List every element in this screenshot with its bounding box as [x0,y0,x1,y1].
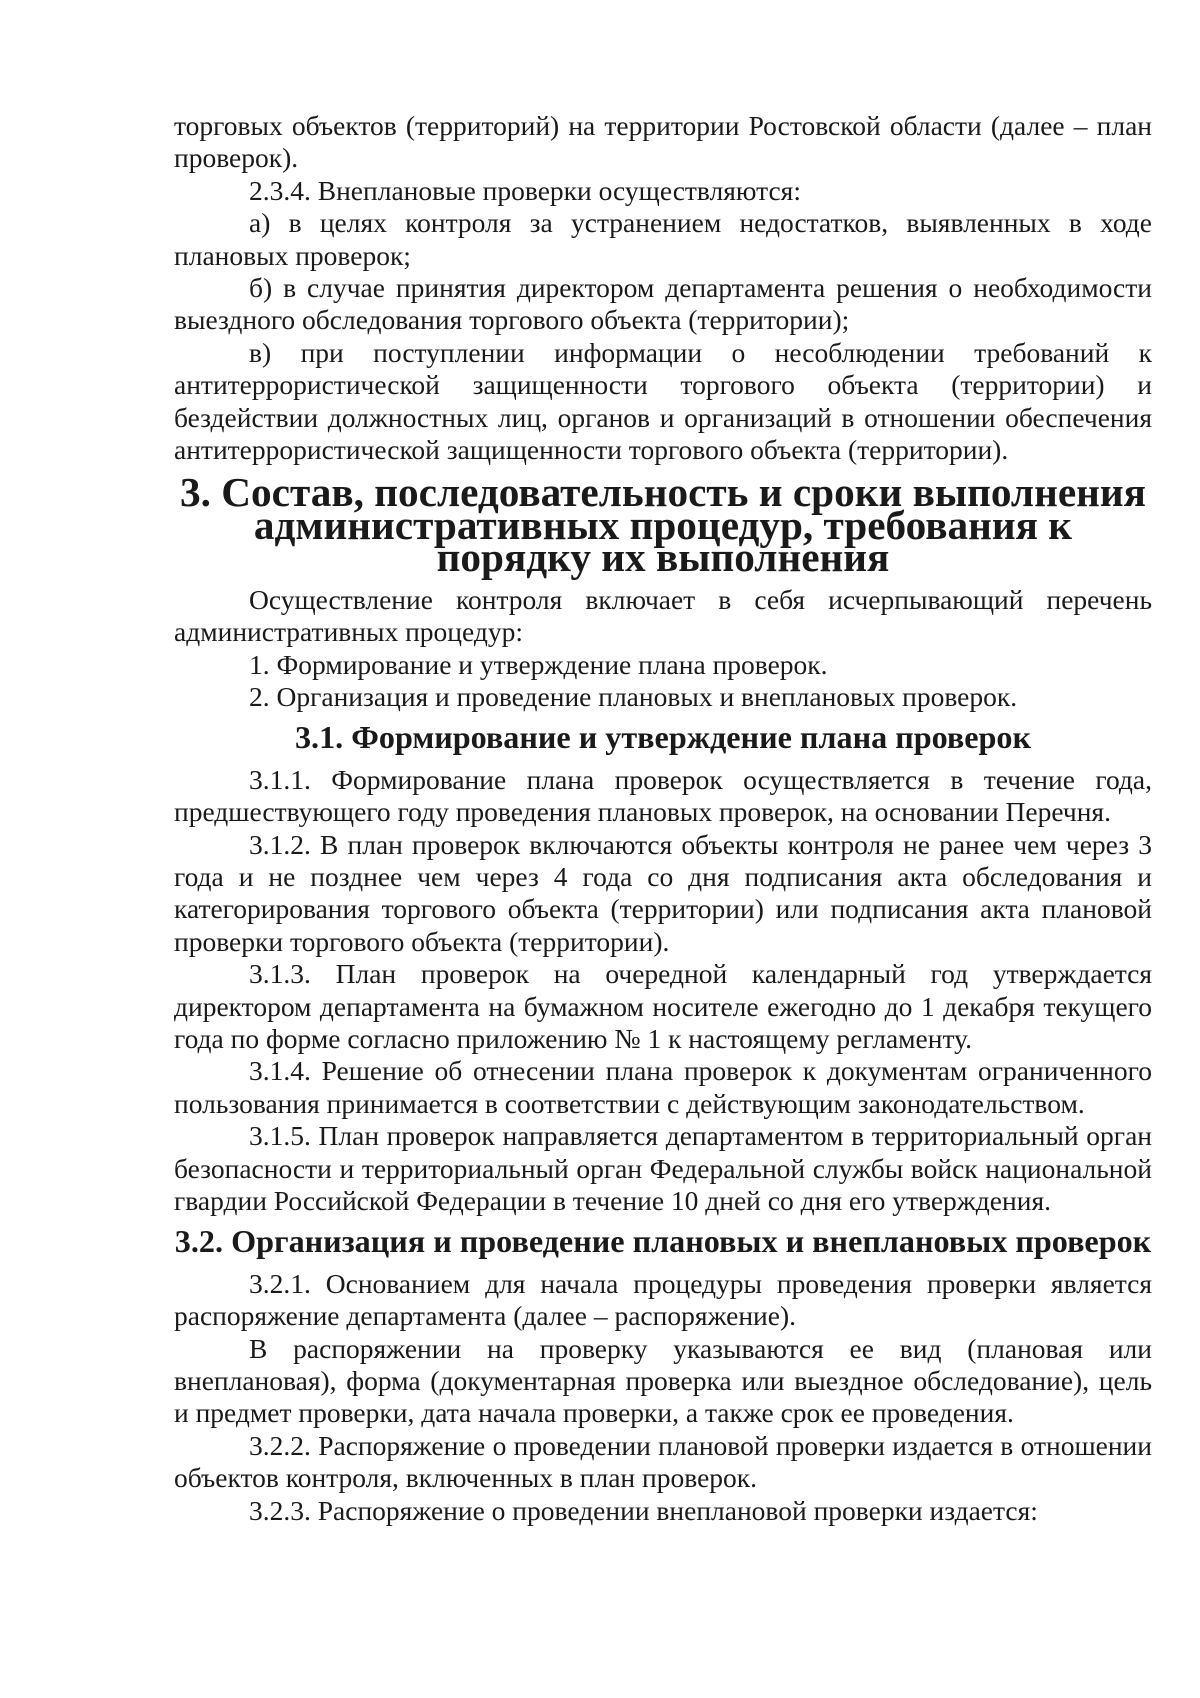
paragraph-order-contents: В распоряжении на проверку указываются ее вид (плановая или внеплановая), форма (документарная проверка или выездное обследование), цель и предмет проверки, дата начала проверки, а также срок ее проведения. [174,1332,1152,1429]
paragraph-continuation: торговых объектов (территорий) на территории Ростовской области (далее – план проверок). [174,110,1152,174]
paragraph-3-1-1: 3.1.1. Формирование плана проверок осуществляется в течение года, предшествующего году проведения плановых проверок, на основании Перечня. [174,763,1152,828]
paragraph-3-1-2: 3.1.2. В план проверок включаются объекты контроля не ранее чем через 3 года и не позднее чем через 4 года со дня подписания акта обследования и категорирования торгового объекта (территории) или подписания акта плановой проверки торгового объекта (территории). [174,828,1152,957]
subsection-heading-3-2: 3.2. Организация и проведение плановых и внеплановых проверок [174,1223,1152,1260]
paragraph-3-2-1: 3.2.1. Основанием для начала процедуры проведения проверки является распоряжение департамента (далее – распоряжение). [174,1267,1152,1332]
section-heading-3: 3. Состав, последовательность и сроки выполнения административных процедур, требования к порядку их выполнения [180,469,1146,581]
list-item-a: а) в целях контроля за устранением недостатков, выявленных в ходе плановых проверок; [174,207,1152,271]
list-item-b: б) в случае принятия директором департамента решения о необходимости выездного обследования торгового объекта (территории); [174,272,1152,336]
paragraph-3-1-3: 3.1.3. План проверок на очередной календарный год утверждается директором департамента на бумажном носителе ежегодно до 1 декабря текущего года по форме согласно приложению № 1 к настоящему регламенту. [174,958,1152,1054]
paragraph-control-intro: Осуществление контроля включает в себя исчерпывающий перечень административных процедур: [174,583,1152,648]
paragraph-3-1-5: 3.1.5. План проверок направляется департаментом в территориальный орган безопасности и территориальный орган Федеральной службы войск национальной гвардии Российской Федерации в течение 10 дней со дня его утверждения. [174,1120,1152,1216]
paragraph-2-3-4: 2.3.4. Внеплановые проверки осуществляются: [249,174,801,206]
paragraph-3-2-3: 3.2.3. Распоряжение о проведении внеплановой проверки издается: [249,1494,1038,1526]
subsection-heading-3-1: 3.1. Формирование и утверждение плана проверок [294,719,1032,756]
list-item-v: в) при поступлении информации о несоблюдении требований к антитеррористической защищенности торгового объекта (территории) и бездействии должностных лиц, органов и организаций в отношении обеспечения антитеррористической защищенности торгового объекта (территории). [174,336,1152,466]
procedure-item-1: 1. Формирование и утверждение плана проверок. [249,648,828,680]
paragraph-3-1-4: 3.1.4. Решение об отнесении плана проверок к документам ограниченного пользования принимается в соответствии с действующим законодательством. [174,1055,1152,1119]
paragraph-3-2-2: 3.2.2. Распоряжение о проведении плановой проверки издается в отношении объектов контроля, включенных в план проверок. [174,1429,1152,1494]
procedure-item-2: 2. Организация и проведение плановых и внеплановых проверок. [249,680,1018,712]
document-page [174,110,1152,1527]
